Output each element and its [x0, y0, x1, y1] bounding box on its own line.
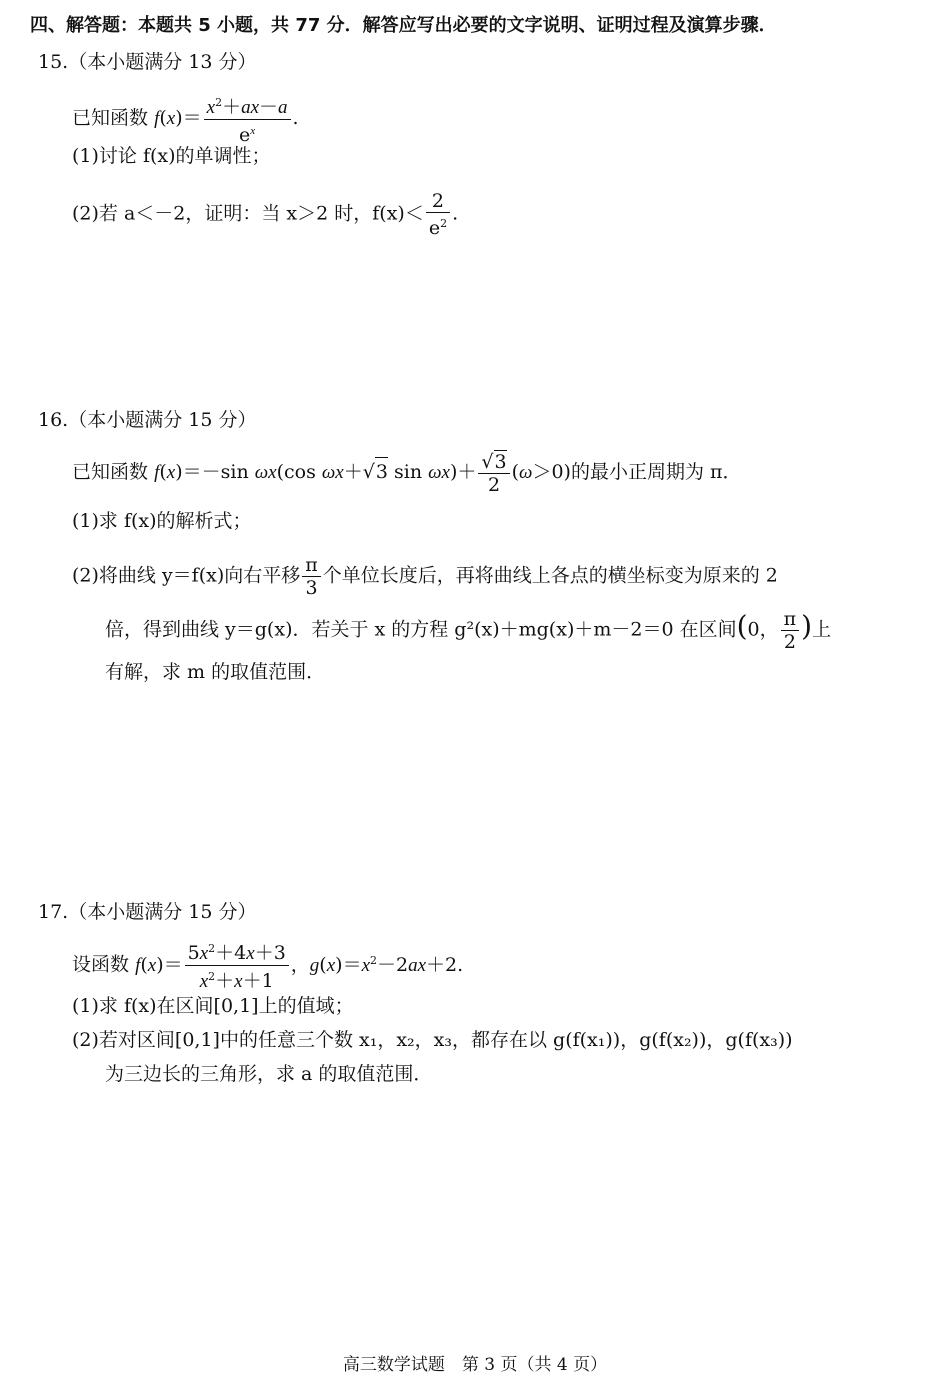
q16-part2-line3: 有解，求 m 的取值范围． [105, 661, 326, 683]
q15-part1: (1)讨论 f(x)的单调性； [72, 145, 271, 167]
q16-part2-line1: (2)将曲线 y＝f(x)向右平移 $\frac{\pi}{3}$ 个单位长度后，再将曲线上各点的横坐标变为原来的 2 [72, 554, 778, 599]
q15-number: 15.（本小题满分 13 分） [38, 51, 257, 73]
q16-part2-line1-b: 个单位长度后，再将曲线上各点的横坐标变为原来的 2 [322, 564, 778, 587]
q15-part2: (2)若 a＜－2，证明：当 x＞2 时，f(x)＜ $\frac{2}{e^2}$ . [72, 190, 459, 239]
q16-part2-line2: 倍，得到曲线 y＝g(x)．若关于 x 的方程 g²(x)＋mg(x)＋m－2＝0 在区间(0， $\frac{\pi}{2}$ )上 [105, 608, 832, 653]
q17-part2-line2: 为三边长的三角形，求 a 的取值范围． [105, 1063, 433, 1085]
q15-stem-prefix: 已知函数 [72, 107, 149, 129]
q16-stem-suffix: 的最小正周期为 π． [570, 461, 742, 483]
q16-formula: f(x)＝－sin ωx(cos ωx＋√3 sin ωx)＋ $\frac{√3}{2}$ (ω＞0) [154, 451, 571, 496]
section-header: 四、解答题：本题共 5 小题，共 77 分．解答应写出必要的文字说明、证明过程及演算步骤． [30, 15, 777, 36]
q17-stem [72, 938, 463, 993]
q16-part2-line1-a: (2)将曲线 y＝f(x)向右平移 [72, 564, 301, 587]
q16-stem [72, 450, 741, 496]
q17-part1: (1)求 f(x)在区间[0,1]上的值域； [72, 995, 354, 1017]
q16-number: 16.（本小题满分 15 分） [38, 409, 257, 431]
q17-stem-prefix: 设函数 [72, 953, 130, 976]
q15-stem [72, 92, 299, 146]
q15-formula: f(x)＝ $\frac{x^2+ax-a}{e^x}$ . [154, 107, 299, 129]
q16-part2-line2-b: 上 [812, 618, 832, 641]
q16-stem-prefix: 已知函数 [72, 461, 149, 483]
q17-number: 17.（本小题满分 15 分） [38, 901, 257, 923]
q16-part2-line2-a: 倍，得到曲线 y＝g(x)．若关于 x 的方程 g²(x)＋mg(x)＋m－2＝0 在区间 [105, 618, 737, 641]
q16-part1: (1)求 f(x)的解析式； [72, 510, 252, 532]
q17-part2-line1: (2)若对区间[0,1]中的任意三个数 x₁，x₂，x₃，都存在以 g(f(x₁))，g(f(x₂))，g(f(x₃)) [72, 1029, 793, 1051]
page-footer: 高三数学试题 第 3 页（共 4 页） [342, 1355, 608, 1375]
q17-formula: f(x)＝ $\frac{5x^2+4x+3}{x^2+x+1}$ ，$g(x)=x^2-2ax+2$. [135, 954, 463, 976]
q15-part2-prefix: (2)若 a＜－2，证明：当 x＞2 时，f(x)＜ [72, 202, 424, 225]
